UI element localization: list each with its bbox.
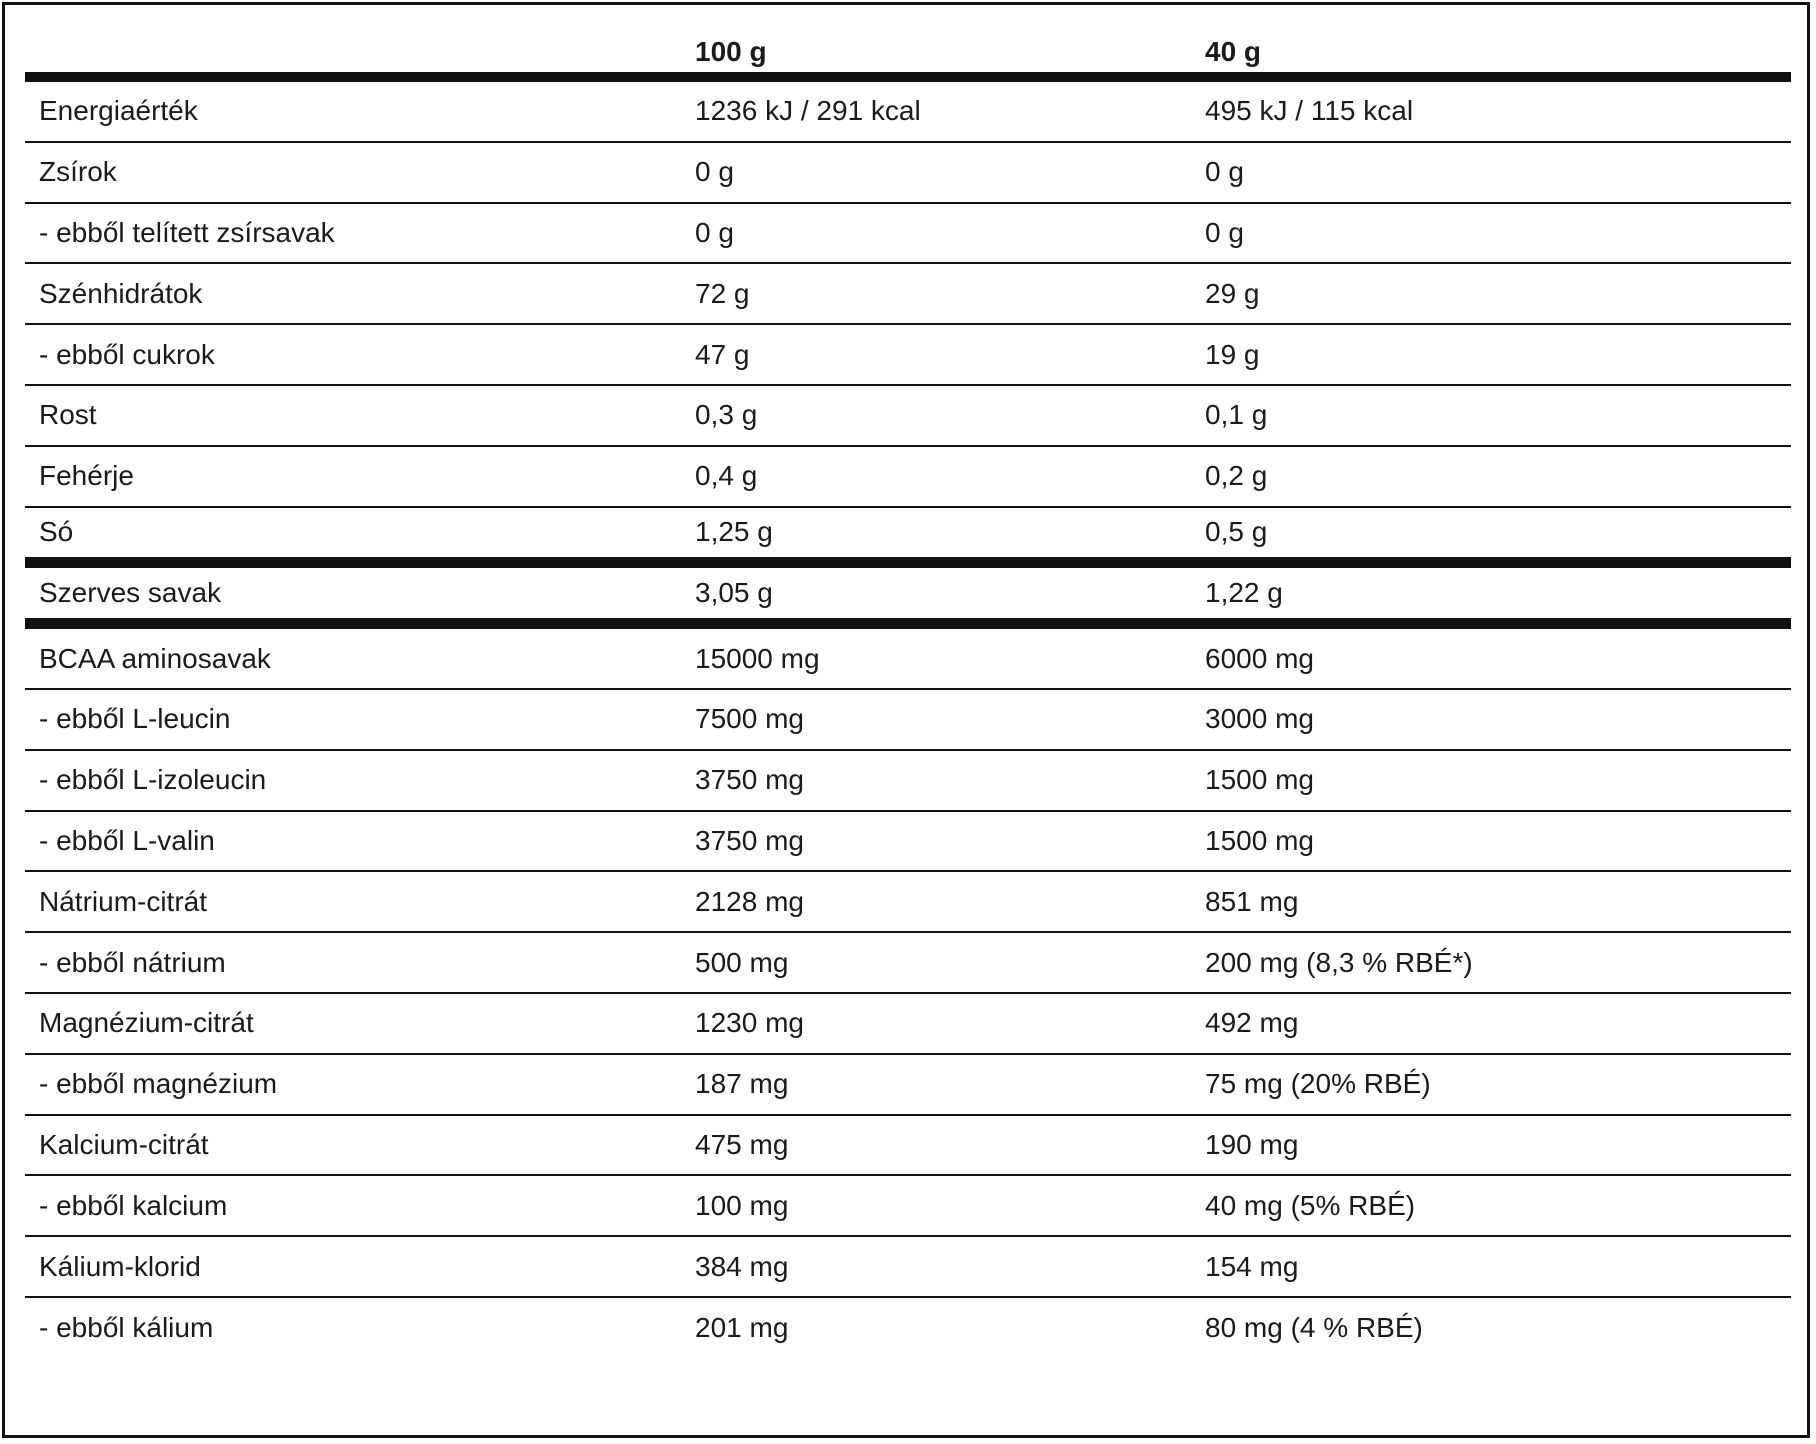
table-row — [25, 1237, 1791, 1298]
table-header — [25, 24, 1791, 82]
nutrient-name: Szerves savak — [39, 577, 222, 609]
nutrient-name: - ebből L-valin — [39, 824, 215, 856]
value-40g: 0 g — [1205, 216, 1244, 248]
header-100g: 100 g — [695, 36, 767, 67]
nutrient-name: Energiaérték — [39, 95, 198, 127]
table-row — [25, 386, 1791, 447]
value-100g: 3750 mg — [695, 824, 804, 856]
nutrient-name: - ebből magnézium — [39, 1068, 278, 1100]
value-100g: 3750 mg — [695, 764, 804, 796]
nutrient-name: Magnézium-citrát — [39, 1007, 254, 1039]
value-100g: 15000 mg — [695, 642, 820, 674]
value-100g: 0,4 g — [695, 460, 758, 492]
value-40g: 1500 mg — [1205, 764, 1314, 796]
value-40g: 0,1 g — [1205, 399, 1268, 431]
value-40g: 40 mg (5% RBÉ) — [1205, 1189, 1416, 1221]
table-row — [25, 629, 1791, 690]
value-100g: 201 mg — [695, 1312, 789, 1344]
value-100g: 475 mg — [695, 1128, 789, 1160]
value-40g: 75 mg (20% RBÉ) — [1205, 1068, 1431, 1100]
value-40g: 1500 mg — [1205, 824, 1314, 856]
nutrient-name: - ebből L-leucin — [39, 703, 231, 735]
value-40g: 495 kJ / 115 kcal — [1205, 95, 1414, 127]
value-40g: 154 mg — [1205, 1250, 1299, 1282]
value-100g: 72 g — [695, 277, 750, 309]
table-row — [25, 508, 1791, 569]
value-40g: 492 mg — [1205, 1007, 1299, 1039]
value-100g: 384 mg — [695, 1250, 789, 1282]
value-100g: 0 g — [695, 156, 734, 188]
table-row — [25, 447, 1791, 508]
value-100g: 1236 kJ / 291 kcal — [695, 95, 921, 127]
header-40g: 40 g — [1205, 36, 1262, 67]
nutrient-name: Só — [39, 516, 74, 548]
value-40g: 3000 mg — [1205, 703, 1314, 735]
nutrient-name: Kálium-klorid — [39, 1250, 201, 1282]
value-100g: 7500 mg — [695, 703, 804, 735]
nutrient-name: Fehérje — [39, 460, 134, 492]
table-row — [25, 264, 1791, 325]
value-100g: 3,05 g — [695, 577, 773, 609]
value-40g: 19 g — [1205, 338, 1260, 370]
table-row — [25, 1055, 1791, 1116]
nutrient-name: Zsírok — [39, 156, 117, 188]
value-100g: 187 mg — [695, 1068, 789, 1100]
value-100g: 47 g — [695, 338, 750, 370]
value-40g: 29 g — [1205, 277, 1260, 309]
nutrition-table — [25, 24, 1791, 1359]
value-100g: 0,3 g — [695, 399, 758, 431]
nutrient-name: Rost — [39, 399, 97, 431]
table-row — [25, 751, 1791, 812]
value-100g: 1230 mg — [695, 1007, 804, 1039]
nutrient-name: Kalcium-citrát — [39, 1128, 209, 1160]
value-100g: 1,25 g — [695, 516, 773, 548]
nutrient-name: - ebből cukrok — [39, 338, 215, 370]
value-40g: 0,2 g — [1205, 460, 1268, 492]
table-row — [25, 994, 1791, 1055]
table-row — [25, 204, 1791, 265]
table-row — [25, 568, 1791, 629]
value-40g: 1,22 g — [1205, 577, 1283, 609]
nutrient-name: - ebből L-izoleucin — [39, 764, 267, 796]
nutrient-name: Nátrium-citrát — [39, 885, 208, 917]
nutrient-name: Szénhidrátok — [39, 277, 203, 309]
value-100g: 2128 mg — [695, 885, 804, 917]
table-row — [25, 82, 1791, 143]
value-100g: 0 g — [695, 216, 734, 248]
nutrient-name: BCAA aminosavak — [39, 642, 271, 674]
value-40g: 0 g — [1205, 156, 1244, 188]
table-row — [25, 1176, 1791, 1237]
table-row — [25, 690, 1791, 751]
value-100g: 100 mg — [695, 1189, 789, 1221]
nutrient-name: - ebből kalcium — [39, 1189, 228, 1221]
value-40g: 851 mg — [1205, 885, 1299, 917]
nutrient-name: - ebből kálium — [39, 1312, 214, 1344]
table-row — [25, 143, 1791, 204]
value-40g: 6000 mg — [1205, 642, 1314, 674]
value-40g: 80 mg (4 % RBÉ) — [1205, 1312, 1423, 1344]
table-row — [25, 872, 1791, 933]
table-row — [25, 812, 1791, 873]
value-100g: 500 mg — [695, 946, 789, 978]
nutrient-name: - ebből telített zsírsavak — [39, 216, 335, 248]
value-40g: 190 mg — [1205, 1128, 1299, 1160]
nutrient-name: - ebből nátrium — [39, 946, 226, 978]
table-row — [25, 325, 1791, 386]
table-row — [25, 1298, 1791, 1359]
table-row — [25, 933, 1791, 994]
value-40g: 0,5 g — [1205, 516, 1268, 548]
table-row — [25, 1116, 1791, 1177]
value-40g: 200 mg (8,3 % RBÉ*) — [1205, 946, 1473, 978]
